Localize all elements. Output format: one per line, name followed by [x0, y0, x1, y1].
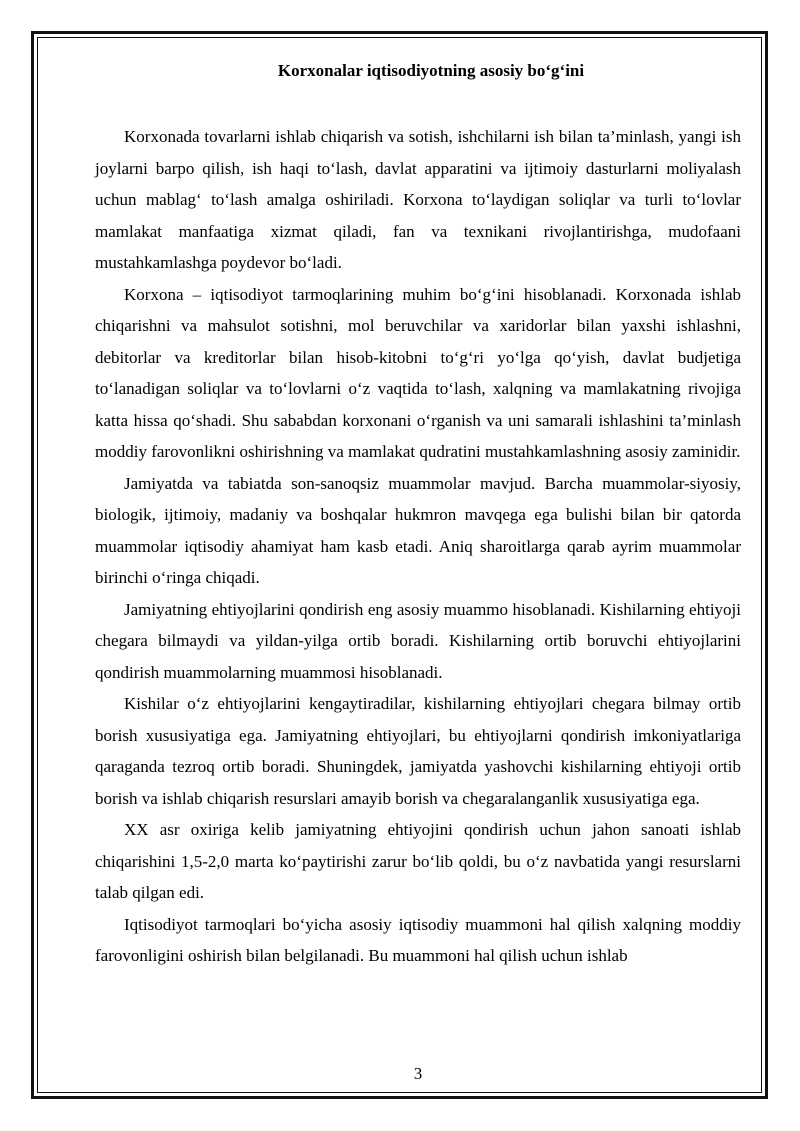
- paragraph: Jamiyatda va tabiatda son-sanoqsiz muammolar mavjud. Barcha muammolar-siyosiy, biologik, ijtimoiy, madaniy va boshqalar hukmron mavqega ega bulishi bilan bir qatorda muammolar iqtisodiy ahamiyat ham kasb etadi. Aniq sharoitlarga qarab ayrim muammolar birinchi o‘ringa chiqadi.: [95, 473, 741, 587]
- paragraph: Korxona – iqtisodiyot tarmoqlarining muhim bo‘g‘ini hisoblanadi. Korxonada ishlab chiqarishni va mahsulot sotishni, mol beruvchilar va xaridorlar bilan yaxshi ishlashni, debitorlar va kreditorlar bilan hisob-kitobni to‘g‘ri yo‘lga qo‘yish, davlat budjetiga to‘lanadigan soliqlar va to‘lovlarni o‘z vaqtida to‘lash, xalqning va mamlakatning rivojiga katta hissa qo‘shadi. Shu sababdan korxonani o‘rganish va uni samarali ishlashini ta’minlash moddiy farovonlikni oshirishning va mamlakat qudratini mustahkamlashning asosiy zaminidir.: [95, 284, 741, 461]
- paragraph: Kishilar o‘z ehtiyojlarini kengaytiradilar, kishilarning ehtiyojlari chegara bilmay ortib borish xususiyatiga ega. Jamiyatning ehtiyojlari, bu ehtiyojlarni qondirish imkoniyatlariga qaraganda tezroq ortib boradi. Shuningdek, jamiyatda yashovchi kishilarning ehtiyoji ortib borish va ishlab chiqarish resurslari amayib borish va chegaralanganlik xususiyatiga ega.: [95, 694, 741, 808]
- body-text: [95, 121, 741, 972]
- paragraph: Jamiyatning ehtiyojlarini qondirish eng asosiy muammo hisoblanadi. Kishilarning ehtiyoji chegara bilmaydi va yildan-yilga ortib boradi. Kishilarning ortib boruvchi ehtiyojlarini qondirish muammolarning muammosi hisoblanadi.: [95, 599, 741, 682]
- page-content: [95, 50, 741, 972]
- paragraph: Iqtisodiyot tarmoqlari bo‘yicha asosiy iqtisodiy muammoni hal qilish xalqning moddiy farovonligini oshirish bilan belgilanadi. Bu muammoni hal qilish uchun ishlab: [95, 914, 741, 965]
- paragraph: Korxonada tovarlarni ishlab chiqarish va sotish, ishchilarni ish bilan ta’minlash, yangi ish joylarni barpo qilish, ish haqi to‘lash, davlat apparatini va ijtimoiy dasturlarni moliyalash uchun mablag‘ to‘lash amalga oshiriladi. Korxona to‘laydigan soliqlar va turli to‘lovlar mamlakat manfaatiga xizmat qiladi, fan va texnikani rivojlantirishga, mudofaani mustahkamlashga poydevor bo‘ladi.: [95, 127, 741, 272]
- page-number: 3: [413, 1064, 423, 1083]
- page-title: Korxonalar iqtisodiyotning asosiy bo‘g‘ini: [277, 61, 585, 80]
- paragraph: XX asr oxiriga kelib jamiyatning ehtiyojini qondirish uchun jahon sanoati ishlab chiqarishini 1,5-2,0 marta ko‘paytirishi zarur bo‘lib qoldi, bu o‘z navbatida yangi resurslarni talab qilgan edi.: [95, 820, 741, 902]
